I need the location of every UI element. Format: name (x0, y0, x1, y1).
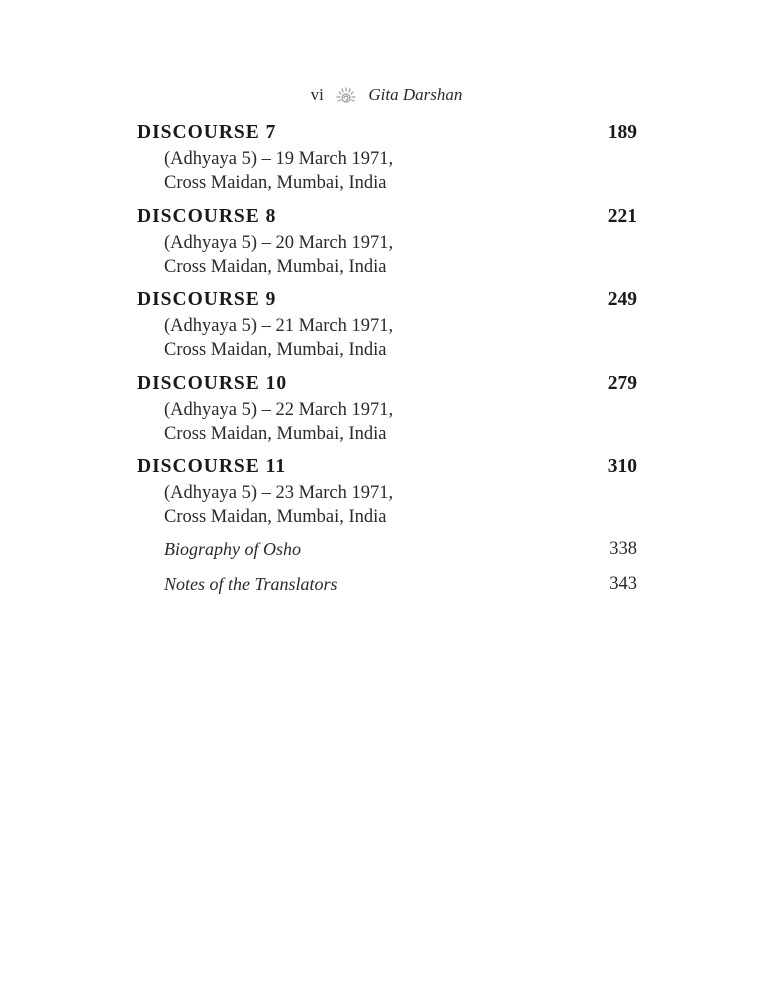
entry-page-number: 343 (609, 574, 637, 594)
entry-title: Biography of Osho (164, 539, 301, 559)
toc-entry-discourse-9[interactable] (137, 287, 637, 371)
entry-title: Notes of the Translators (164, 574, 338, 594)
entry-location-line: Cross Maidan, Mumbai, India (164, 507, 387, 527)
entry-page-number: 189 (607, 122, 637, 143)
table-of-contents (137, 120, 637, 538)
toc-entry-discourse-7[interactable] (137, 120, 637, 204)
entry-title: DISCOURSE 7 (137, 122, 277, 143)
entry-date-line: (Adhyaya 5) – 20 March 1971, (164, 232, 394, 253)
entry-title: DISCOURSE 8 (137, 205, 277, 227)
entry-page-number: 249 (607, 289, 637, 310)
page-folio: vi (310, 85, 324, 105)
entry-date-line: (Adhyaya 5) – 23 March 1971, (164, 483, 394, 503)
entry-date-line: (Adhyaya 5) – 22 March 1971, (164, 399, 394, 420)
toc-entry-discourse-10[interactable] (137, 371, 637, 455)
toc-entry-biography[interactable] (164, 536, 637, 571)
entry-date-line: (Adhyaya 5) – 19 March 1971, (164, 149, 394, 169)
entry-page-number: 338 (609, 539, 637, 559)
entry-title: DISCOURSE 11 (137, 456, 287, 477)
entry-location-line: Cross Maidan, Mumbai, India (164, 423, 387, 444)
toc-entry-discourse-8[interactable] (137, 204, 637, 288)
back-matter-list (164, 536, 637, 606)
entry-page-number: 310 (607, 456, 637, 477)
entry-title: DISCOURSE 10 (137, 372, 288, 394)
entry-date-line: (Adhyaya 5) – 21 March 1971, (164, 316, 394, 336)
toc-entry-translator-notes[interactable] (164, 571, 637, 606)
entry-page-number: 279 (607, 372, 637, 394)
sun-spiral-ornament-icon (336, 85, 356, 105)
entry-location-line: Cross Maidan, Mumbai, India (164, 256, 387, 277)
running-head (0, 84, 773, 105)
book-title: Gita Darshan (368, 85, 463, 105)
entry-location-line: Cross Maidan, Mumbai, India (164, 340, 387, 360)
entry-title: DISCOURSE 9 (137, 289, 277, 310)
entry-page-number: 221 (607, 205, 637, 227)
entry-location-line: Cross Maidan, Mumbai, India (164, 173, 387, 193)
toc-entry-discourse-11[interactable] (137, 454, 637, 538)
